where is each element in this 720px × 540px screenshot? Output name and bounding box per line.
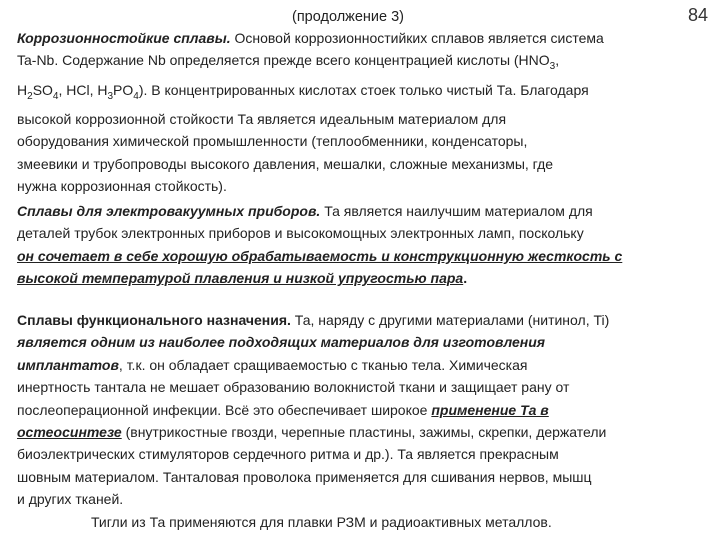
text-line: и других тканей.	[17, 491, 124, 508]
subscript: 2	[27, 90, 33, 102]
text-line: деталей трубок электронных приборов и высокомощных электронных ламп, поскольку	[17, 225, 584, 242]
text-line: нужна коррозионная стойкость).	[17, 178, 227, 195]
text-span: (внутрикостные гвозди, черепные пластины, зажимы, скрепки, держатели	[121, 424, 607, 441]
section-heading: Сплавы функционального назначения.	[17, 312, 291, 328]
paragraph-functional-alloys	[17, 309, 707, 533]
text-span: Ta-Nb. Содержание Nb определяется прежде всего концентрацией кислоты (HNO	[17, 52, 550, 69]
subscript: 4	[133, 90, 139, 102]
text-span: Та, наряду с другими материалами (нитинол, Ti)	[290, 312, 610, 328]
emphasis-span: применение Та в	[431, 401, 549, 418]
continuation-header: (продолжение 3)	[292, 9, 405, 25]
text-span: .	[463, 270, 468, 287]
text-line	[17, 421, 707, 443]
text-line	[17, 79, 707, 108]
text-span: PO	[113, 81, 134, 98]
text-span: ). В концентрированных кислотах стоек только чистый Та. Благодаря	[138, 81, 589, 98]
text-line	[17, 309, 707, 331]
emphasis-span: имплантатов	[17, 356, 119, 373]
text-span: , HCl, H	[58, 81, 108, 98]
section-heading: Коррозионностойкие сплавы.	[17, 30, 231, 46]
text-line	[17, 27, 707, 49]
text-span: H	[17, 81, 28, 98]
text-span: ,	[555, 52, 560, 69]
emphasis-line: является одним из наиболее подходящих материалов для изготовления	[17, 334, 546, 351]
emphasis-span: остеосинтезе	[17, 424, 122, 441]
emphasis-line: он сочетает в себе хорошую обрабатываемость и конструкционную жесткость с	[17, 247, 623, 264]
text-line	[17, 267, 707, 289]
text-line	[17, 399, 707, 421]
text-span: послеоперационной инфекции. Всё это обеспечивает широкое	[17, 401, 432, 418]
subscript: 3	[549, 61, 556, 73]
text-span: SO	[32, 81, 53, 98]
text-line	[17, 49, 707, 78]
page-number: 84	[688, 5, 709, 25]
text-line: биоэлектрических стимуляторов сердечного ритма и др.). Та является прекрасным	[17, 446, 559, 463]
text-line	[17, 200, 707, 222]
section-heading: Сплавы для электровакуумных приборов.	[17, 203, 321, 219]
text-span: , т.к. он обладает сращиваемостью с тканью тела. Химическая	[118, 356, 528, 373]
text-span: Та является наилучшим материалом для	[320, 203, 593, 219]
paragraph-electrovacuum-alloys	[17, 200, 707, 290]
text-line: Тигли из Та применяются для плавки РЗМ и радиоактивных металлов.	[91, 513, 552, 530]
subscript: 4	[52, 90, 59, 102]
text-line: инертность тантала не мешает образованию волокнистой ткани и защищает рану от	[17, 379, 570, 396]
subscript: 3	[107, 90, 114, 102]
text-line: высокой коррозионной стойкости Та является идеальным материалом для	[17, 110, 507, 127]
text-line: шовным материалом. Танталовая проволока применяется для сшивания нервов, мышц	[17, 468, 592, 485]
emphasis-span: высокой температурой плавления и низкой упругостью пара	[17, 270, 464, 287]
text-line	[17, 354, 707, 376]
text-span: Основой коррозионностийких сплавов является система	[230, 30, 604, 46]
text-line: змеевики и трубопроводы высокого давления, мешалки, сложные механизмы, где	[17, 155, 554, 172]
text-line: оборудования химической промышленности (теплообменники, конденсаторы,	[17, 133, 528, 150]
paragraph-corrosion-alloys	[17, 27, 707, 197]
